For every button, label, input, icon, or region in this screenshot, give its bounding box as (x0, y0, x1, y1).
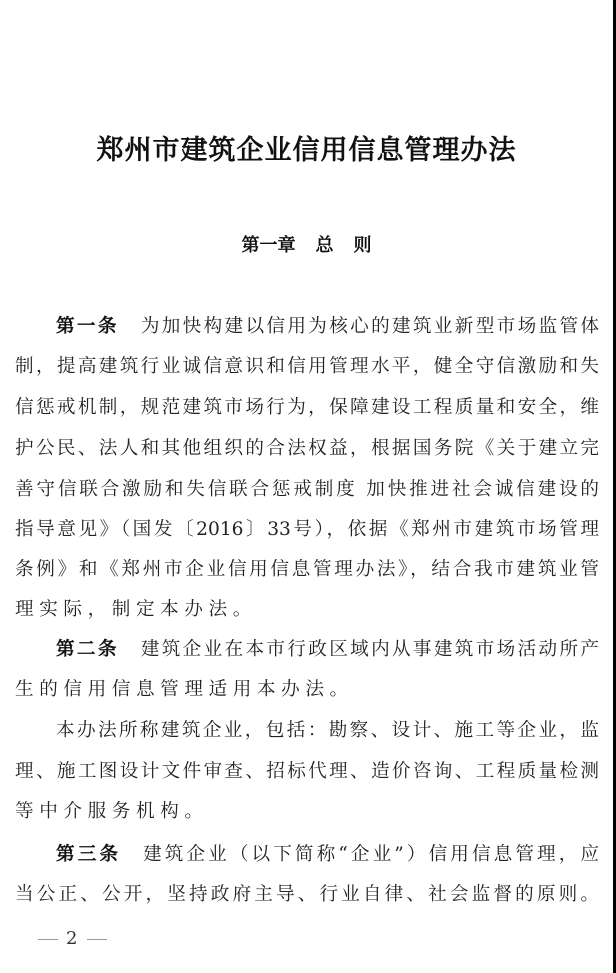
article-1-line-6: 指导意见》（国发〔2016〕33号），依据《郑州市建筑市场管理 (15, 519, 599, 540)
article-3-line-1 (56, 842, 599, 868)
article-text: 建筑企业在本市行政区域内从事建筑市场活动所产 (140, 639, 599, 660)
article-1-line-2: 制，提高建筑行业诚信意识和信用管理水平，健全守信激励和失 (15, 356, 599, 377)
article-1-line-8: 理实际，制定本办法。 (15, 599, 257, 620)
chapter-heading (0, 231, 613, 257)
chapter-name-part1: 总 (315, 235, 334, 256)
article-1-line-1 (56, 314, 599, 340)
article-1-line-5: 善守信联合激励和失信联合惩戒制度 加快推进社会诚信建设的 (15, 479, 599, 500)
article-label: 第二条 (56, 639, 119, 660)
document-title: 郑州市建筑企业信用信息管理办法 (96, 135, 517, 166)
dash-left (38, 939, 58, 940)
chapter-name-part2: 则 (353, 235, 372, 256)
chapter-number: 第一章 (241, 235, 296, 256)
article-2-para2-line-3: 等中介服务机构。 (15, 801, 209, 822)
article-2-line-2: 生的信用信息管理适用本办法。 (15, 679, 354, 700)
article-2-line-1 (56, 637, 599, 663)
page-number-value: 2 (66, 928, 80, 949)
article-2-para2-line-2: 理、施工图设计文件审查、招标代理、造价咨询、工程质量检测 (15, 761, 599, 782)
article-2-para2-line-1: 本办法所称建筑企业，包括：勘察、设计、施工等企业，监 (56, 720, 599, 741)
page-number (30, 928, 115, 949)
article-1-line-7: 条例》和《郑州市企业信用信息管理办法》，结合我市建筑业管 (15, 559, 599, 580)
article-label: 第一条 (56, 316, 119, 337)
article-text: 建筑企业（以下简称“企业”）信用信息管理，应 (143, 844, 599, 865)
article-text: 为加快构建以信用为核心的建筑业新型市场监管体 (140, 316, 599, 337)
article-1-line-4: 护公民、法人和其他组织的合法权益，根据国务院《关于建立完 (15, 438, 599, 459)
article-label: 第三条 (56, 844, 122, 865)
dash-right (87, 939, 107, 940)
article-3-line-2: 当公正、公开，坚持政府主导、行业自律、社会监督的原则。 (15, 884, 599, 905)
article-1-line-3: 信惩戒机制，规范建筑市场行为，保障建设工程质量和安全，维 (15, 397, 599, 418)
